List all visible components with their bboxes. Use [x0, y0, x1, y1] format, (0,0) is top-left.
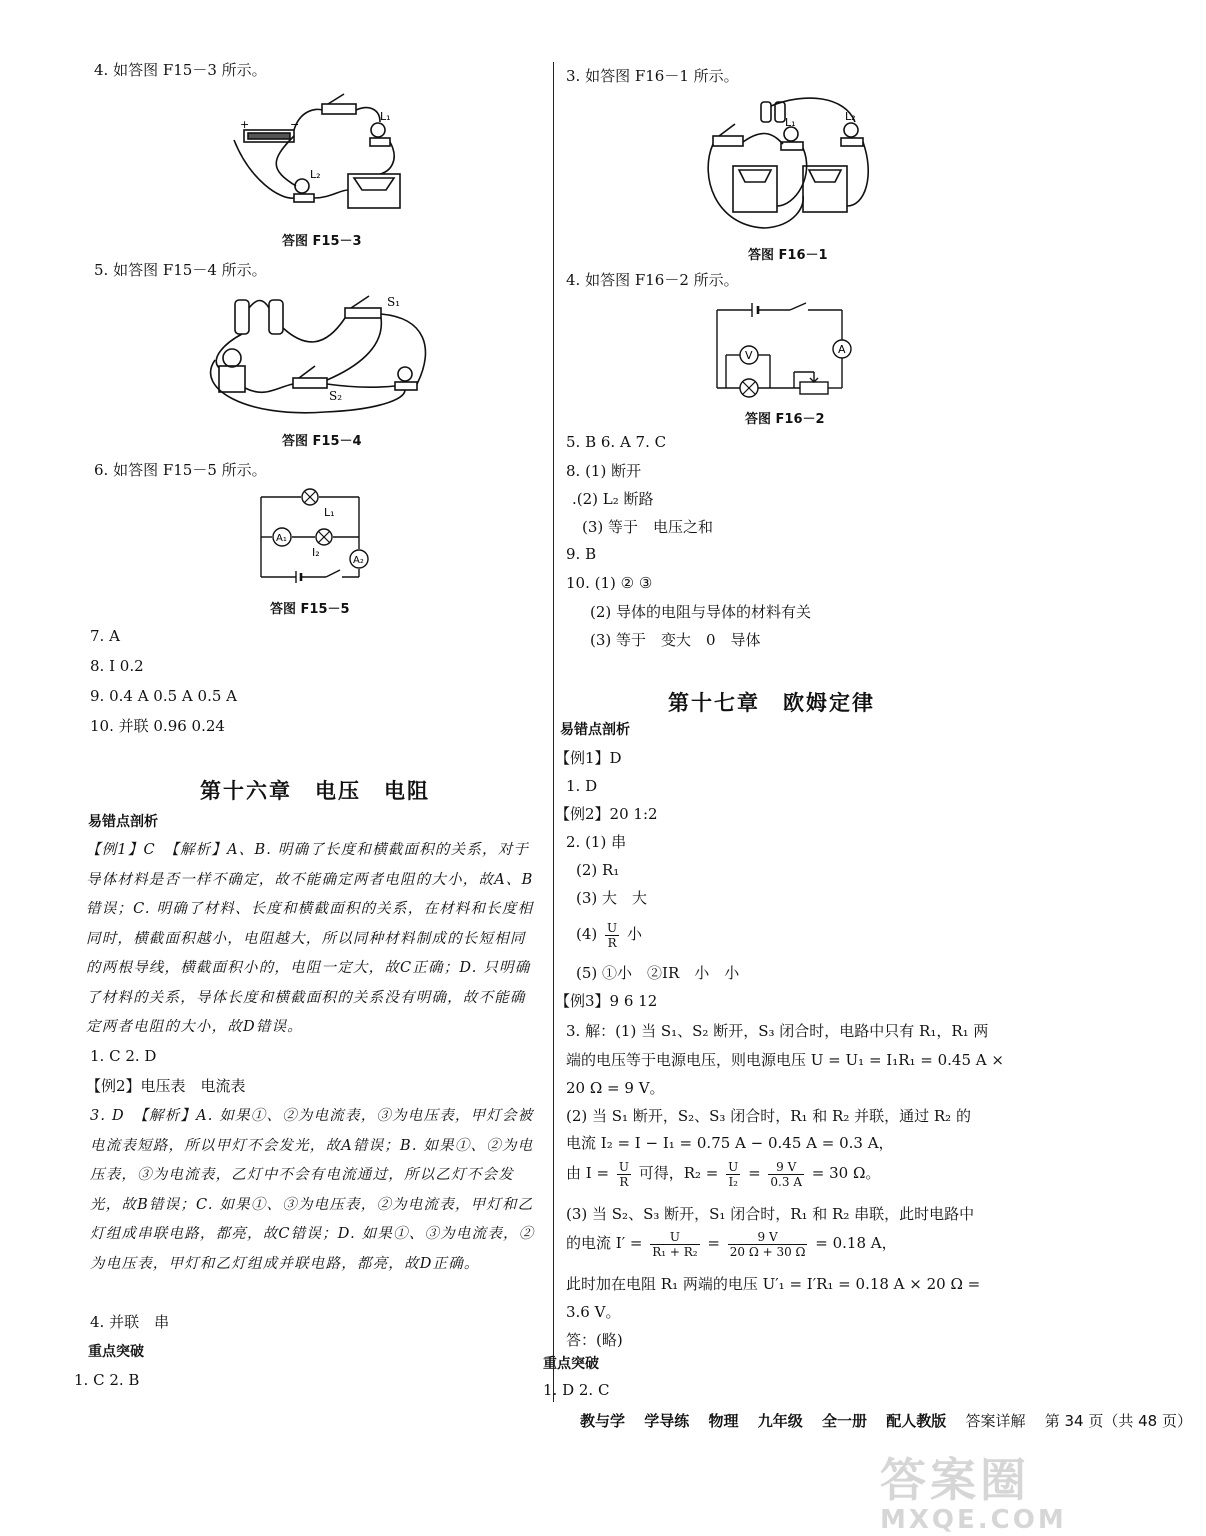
text-segment: =	[707, 1234, 720, 1252]
text-segment: 由 I =	[566, 1164, 610, 1182]
example-1-right: 【例1】D	[555, 749, 622, 767]
footer-series: 学导练	[644, 1412, 690, 1430]
caption-f15-5: 答图 F15－5	[270, 602, 350, 617]
footer-brand: 教与学	[580, 1412, 626, 1430]
footer-edition: 配人教版	[886, 1412, 947, 1430]
caption-f16-1: 答图 F16－1	[748, 248, 828, 263]
label-l2: L₂	[310, 168, 321, 181]
fraction-u-over-r	[605, 921, 619, 950]
answer-2-2: (2) R₁	[576, 861, 620, 879]
solution-3-line-10: 3.6 V。	[566, 1303, 621, 1321]
label-s2: S₂	[329, 389, 343, 403]
solution-3-line-7: (3) 当 S₂、S₃ 断开，S₁ 闭合时，R₁ 和 R₂ 串联，此时电路中	[566, 1205, 975, 1223]
ammeter-a2-label: A₂	[353, 555, 364, 566]
answers-1-2: 1. C 2. D	[90, 1047, 157, 1065]
label-l1: L₁	[380, 110, 391, 123]
solution-3-line-3: 20 Ω = 9 V。	[566, 1079, 665, 1097]
numerator: 9 V	[728, 1230, 808, 1245]
numerator: U	[650, 1230, 699, 1245]
numerator: 9 V	[768, 1160, 804, 1175]
solution-3-line-8	[566, 1226, 897, 1260]
solution-3-line-5: 电流 I₂ = I − I₁ = 0.75 A − 0.45 A = 0.3 A，	[566, 1134, 894, 1152]
figure-f16-1	[705, 96, 875, 236]
example-2: 【例2】电压表 电流表	[86, 1077, 246, 1095]
answer-2-4-prefix: (4)	[576, 925, 598, 943]
solution-3-line-4: (2) 当 S₁ 断开，S₂、S₃ 闭合时，R₁ 和 R₂ 并联，通过 R₂ 的	[566, 1107, 971, 1125]
answer-7: 7. A	[90, 627, 120, 645]
solution-3-line-9: 此时加在电阻 R₁ 两端的电压 U′₁ = I′R₁ = 0.18 A × 20 Ω =	[566, 1275, 981, 1293]
denominator: R₁ + R₂	[652, 1244, 698, 1259]
figure-f16-2	[712, 300, 858, 402]
answer-2-1: 2. (1) 串	[566, 833, 627, 851]
caption-f15-3: 答图 F15－3	[282, 234, 362, 249]
page-footer	[580, 1410, 1206, 1431]
solution-3-line-2: 端的电压等于电源电压，则电源电压 U = U₁ = I₁R₁ = 0.45 A ×	[566, 1051, 1004, 1069]
numerator: U	[728, 1159, 739, 1174]
label-l1: L₁	[324, 506, 335, 519]
fraction	[728, 1230, 808, 1259]
minus-sign: −	[290, 118, 300, 131]
ammeter-label: A	[838, 343, 846, 356]
footer-subject: 物理	[708, 1412, 739, 1430]
answers-1-2b: 1. C 2. B	[74, 1371, 140, 1389]
answer-5-heading: 5. 如答图 F15－4 所示。	[94, 261, 267, 279]
fraction	[617, 1160, 631, 1189]
example-1-explanation: 【例1】C 【解析】A、B. 明确了长度和横截面积的关系，对于导体材料是否一样不确定，故不能确定两者电阻的大小，故A、B错误；C. 明确了材料、长度和横截面积的关系，在材料和长度相同时，横截面积越小，电阻越大，所以同种材料制成的长短相同的两根导线，横截面积小的，电阻一定大，故C正确；D. 只明确了材料的关系，导体长度和横截面积的关系没有明确，故不能确定两者电阻的大小，故D错误。	[86, 842, 534, 1035]
answer-8: 8. I 0.2	[90, 657, 144, 675]
answer-10-2: (2) 导体的电阻与导体的材料有关	[590, 603, 812, 621]
watermark	[880, 1455, 1067, 1535]
section-errors-16: 易错点剖析	[88, 814, 158, 830]
answer-8-2: .(2) L₂ 断路	[572, 490, 654, 508]
denominator: R	[619, 1174, 629, 1189]
label-i2: I₂	[312, 546, 320, 559]
watermark-url: MXQE.COM	[880, 1505, 1067, 1535]
answer-2-5: (5) ①小 ②IR 小 小	[576, 964, 740, 982]
answer-3-heading: 3. 如答图 F16－1 所示。	[566, 67, 739, 85]
text-segment: 可得，R₂ =	[638, 1164, 719, 1182]
section-errors-17: 易错点剖析	[560, 722, 630, 738]
fraction	[768, 1160, 804, 1189]
watermark-logo-text: 答案圈	[880, 1453, 1030, 1507]
label-l2: L₂	[845, 110, 856, 123]
chapter-17-title: 第十七章 欧姆定律	[668, 690, 875, 715]
solution-3-line-6	[566, 1156, 880, 1190]
figure-f15-5	[256, 492, 376, 584]
chapter-16-title: 第十六章 电压 电阻	[200, 778, 430, 803]
voltmeter-label: V	[745, 349, 753, 362]
example-3: 【例3】9 6 12	[555, 992, 658, 1010]
text-segment: = 30 Ω。	[811, 1164, 881, 1182]
fraction	[726, 1160, 740, 1189]
text-segment: 的电流 I′ =	[566, 1234, 643, 1252]
answer-10-1: 10. (1) ② ③	[566, 574, 653, 592]
figure-f15-4	[205, 288, 435, 413]
answer-2-4-suffix: 小	[626, 925, 642, 943]
answer-8-1: 8. (1) 断开	[566, 462, 642, 480]
text-segment: =	[748, 1164, 761, 1182]
denominator: 20 Ω + 30 Ω	[729, 1244, 806, 1259]
answer-10: 10. 并联 0.96 0.24	[90, 717, 225, 735]
label-l1: L₁	[785, 116, 796, 129]
ammeter-a1-label: A₁	[276, 533, 287, 544]
footer-grade: 九年级	[757, 1412, 803, 1430]
footer-page-number: 第 34 页（共 48 页）	[1044, 1412, 1192, 1430]
column-divider	[553, 62, 554, 1402]
figure-f15-3	[230, 90, 430, 220]
answer-10-3: (3) 等于 变大 0 导体	[590, 631, 761, 649]
caption-f15-4: 答图 F15－4	[282, 434, 362, 449]
numerator: U	[618, 1159, 629, 1174]
caption-f16-2: 答图 F16－2	[745, 412, 825, 427]
solution-3-answer: 答：(略)	[566, 1331, 623, 1349]
footer-answer-label: 答案详解	[965, 1412, 1026, 1430]
example-2-right: 【例2】20 1:2	[555, 805, 658, 823]
answers-5-7: 5. B 6. A 7. C	[566, 433, 667, 451]
answer-3-explanation: 3. D 【解析】A. 如果①、②为电流表，③为电压表，甲灯会被电流表短路，所以甲灯不会发光，故A错误；B. 如果①、②为电压表，③为电流表，乙灯中不会有电流通过，所以乙灯不会发光，故B错误；C. 如果①、③为电压表，②为电流表，甲灯和乙灯组成串联电路，都亮，故C错误；D. 如果①、③为电流表，②为电压表，甲灯和乙灯组成并联电路，都亮，故D正确。	[90, 1108, 535, 1272]
text-segment: = 0.18 A，	[815, 1234, 897, 1252]
answer-2-3: (3) 大 大	[576, 889, 648, 907]
denominator: R	[607, 935, 617, 950]
answer-4b: 4. 并联 串	[90, 1313, 170, 1331]
denominator: I₂	[728, 1174, 738, 1189]
fraction	[650, 1230, 699, 1259]
answer-6-heading: 6. 如答图 F15－5 所示。	[94, 461, 267, 479]
answer-9-right: 9. B	[566, 545, 597, 563]
answer-4-heading: 4. 如答图 F15－3 所示。	[94, 61, 267, 79]
answer-4-heading-right: 4. 如答图 F16－2 所示。	[566, 271, 739, 289]
solution-3-line-1: 3. 解：(1) 当 S₁、S₂ 断开，S₃ 闭合时，电路中只有 R₁，R₁ 两	[566, 1022, 989, 1040]
label-s1: S₁	[387, 295, 401, 309]
numerator: U	[607, 920, 618, 935]
answer-2-4	[576, 918, 642, 950]
section-focus-17: 重点突破	[543, 1356, 599, 1372]
section-focus-16: 重点突破	[88, 1344, 144, 1360]
denominator: 0.3 A	[770, 1174, 802, 1189]
footer-volume: 全一册	[822, 1412, 868, 1430]
answer-8-3: (3) 等于 电压之和	[582, 518, 714, 536]
answer-9: 9. 0.4 A 0.5 A 0.5 A	[90, 687, 237, 705]
answer-1-right: 1. D	[566, 777, 598, 795]
plus-sign: +	[240, 118, 250, 131]
answers-1-2-right: 1. D 2. C	[543, 1381, 610, 1399]
